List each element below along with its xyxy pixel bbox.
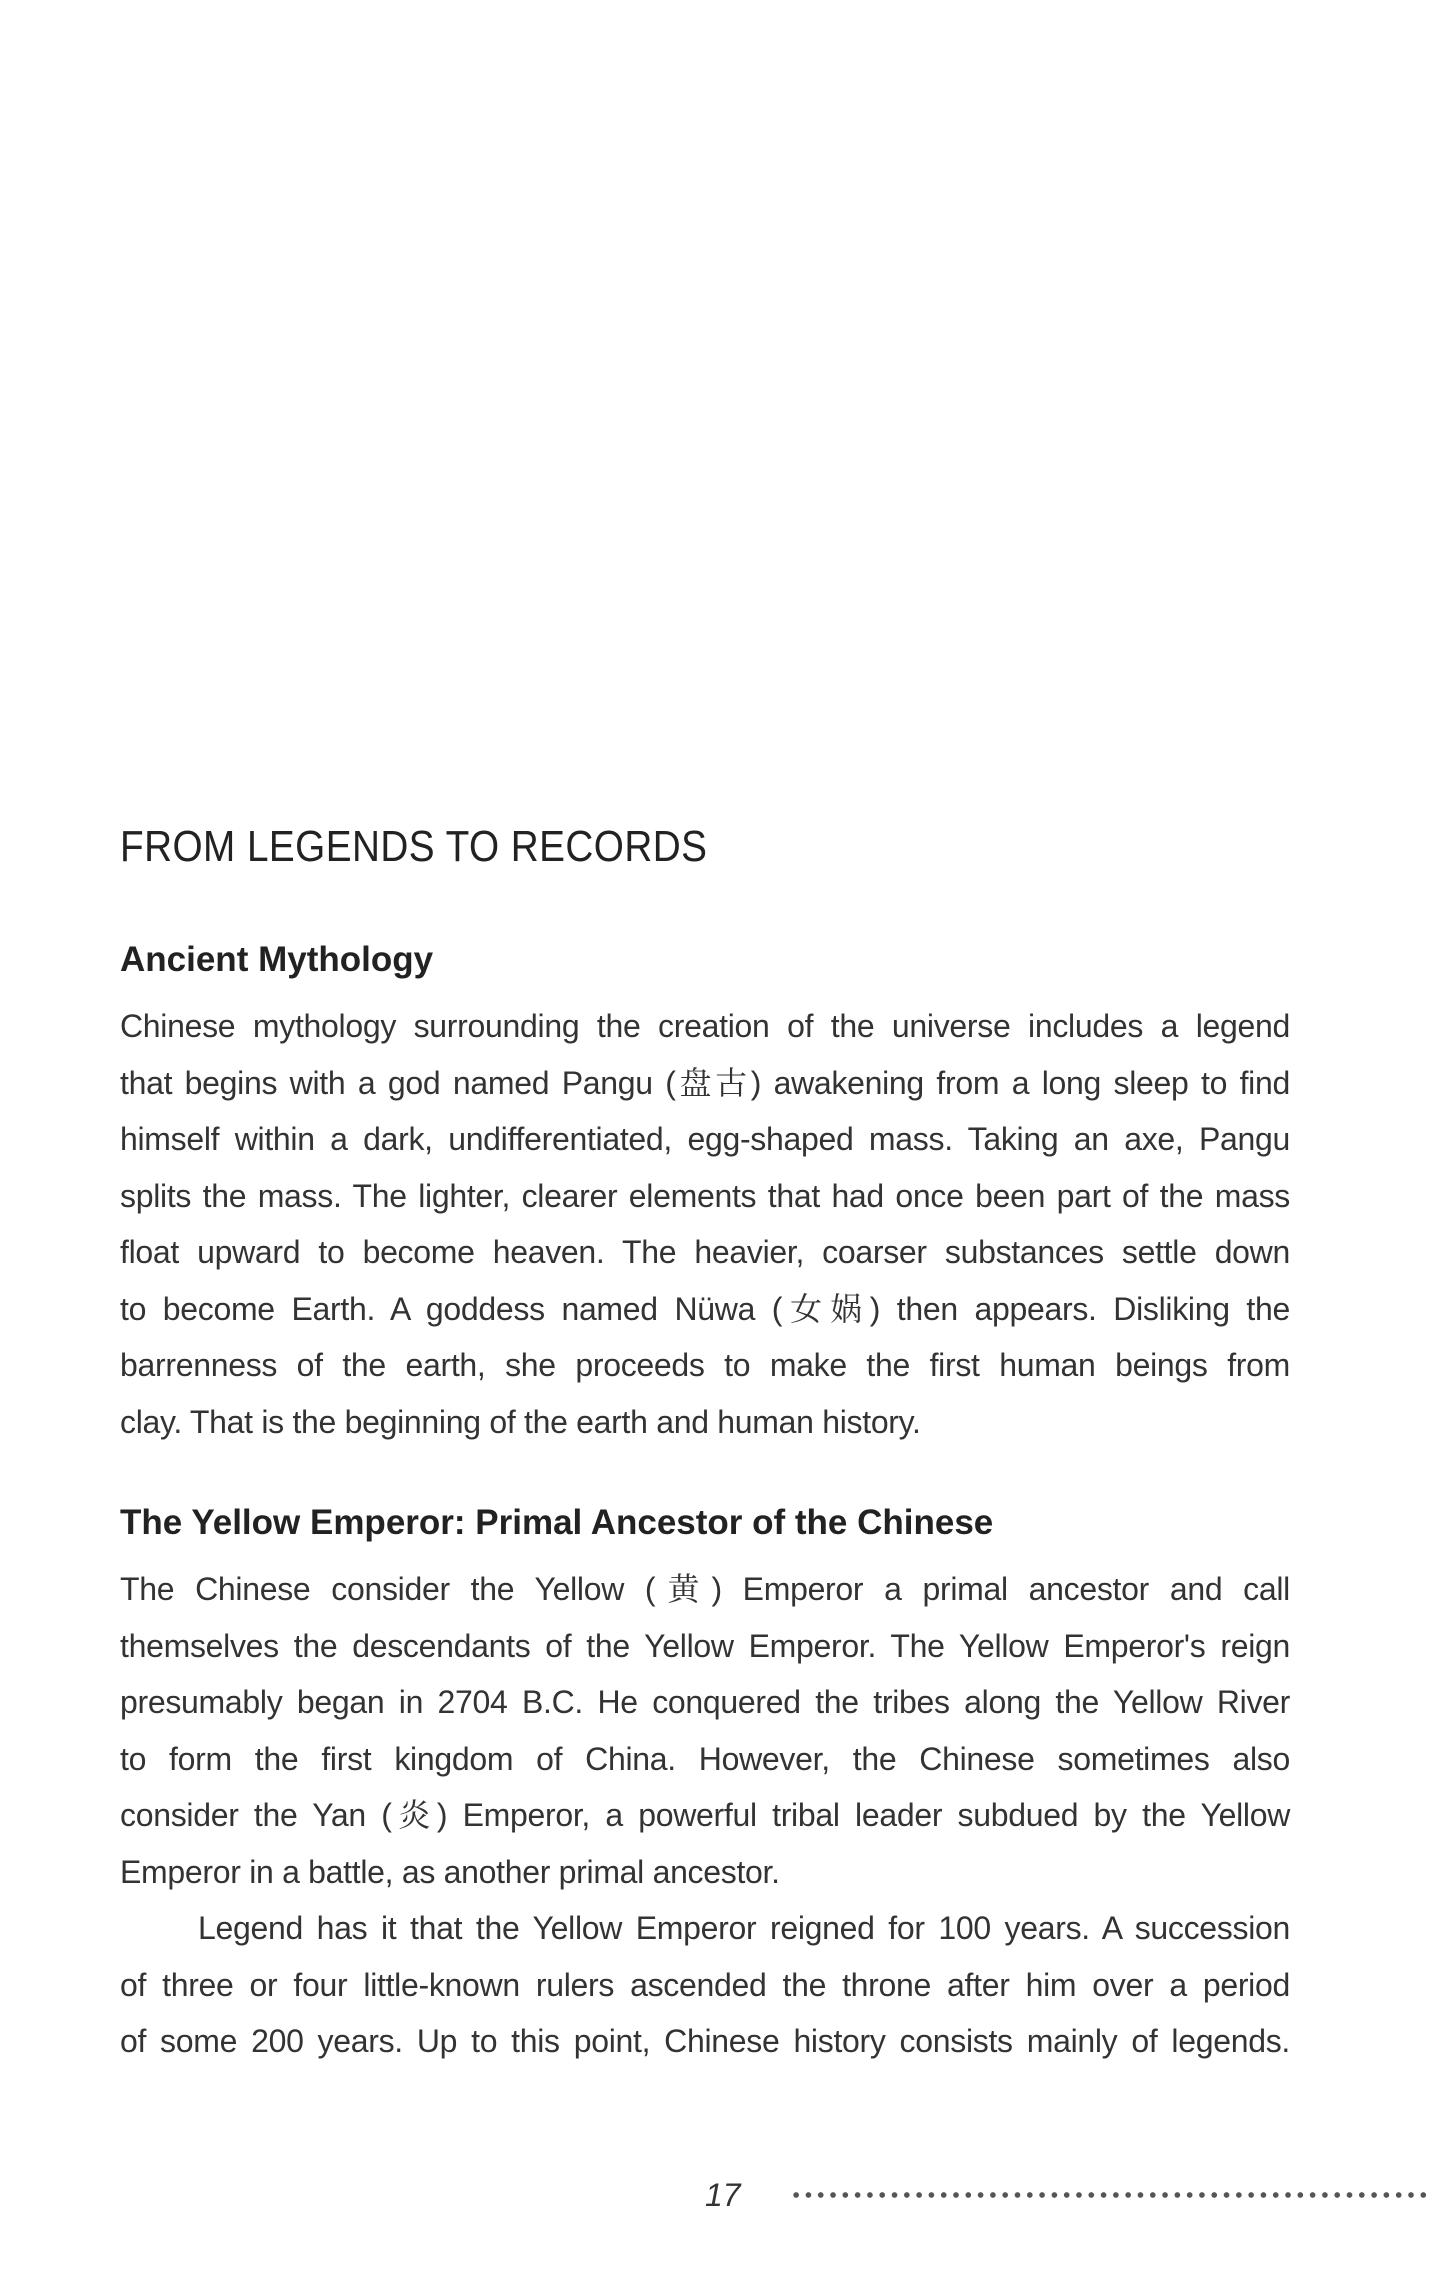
paragraph-yellow-emperor-1 <box>120 1561 1290 1900</box>
text-line: clay. That is the beginning of the earth and human history. <box>120 1403 921 1440</box>
page-number: 17 <box>705 2176 741 2213</box>
section-heading-yellow-emperor: The Yellow Emperor: Primal Ancestor of the Chinese <box>120 1503 994 1542</box>
page-title: FROM LEGENDS TO RECORDS <box>120 822 708 871</box>
text-line: splits the mass. The lighter, clearer elements that had once been part of the mass <box>120 1177 1290 1214</box>
text-line: barrenness of the earth, she proceeds to make the first human beings from <box>120 1347 1290 1383</box>
text-line: Emperor in a battle, as another primal ancestor. <box>120 1853 780 1890</box>
text-line: The Chinese consider the Yellow (黄) Emperor a primal ancestor and call <box>120 1571 1290 1607</box>
page-footer <box>705 2170 1430 2220</box>
text-line: of three or four little-known rulers ascended the throne after him over a period <box>120 1966 1290 2003</box>
text-line: themselves the descendants of the Yellow Emperor. The Yellow Emperor's reign <box>120 1627 1290 1664</box>
text-line: float upward to become heaven. The heavier, coarser substances settle down <box>120 1234 1290 1270</box>
text-line: of some 200 years. Up to this point, Chinese history consists mainly of legends. <box>120 2023 1290 2059</box>
section-heading-ancient-mythology: Ancient Mythology <box>120 940 434 979</box>
paragraph-ancient-mythology <box>120 998 1290 1450</box>
text-line: that begins with a god named Pangu (盘古) awakening from a long sleep to find <box>120 1064 1290 1101</box>
text-line: consider the Yan (炎) Emperor, a powerful tribal leader subdued by the Yellow <box>120 1797 1290 1833</box>
text-line: Chinese mythology surrounding the creation of the universe includes a legend <box>120 1008 1290 1044</box>
text-line: himself within a dark, undifferentiated, egg-shaped mass. Taking an axe, Pangu <box>120 1121 1290 1157</box>
text-line: to form the first kingdom of China. However, the Chinese sometimes also <box>120 1740 1290 1777</box>
text-line: presumably began in 2704 B.C. He conquered the tribes along the Yellow River <box>120 1684 1290 1720</box>
dotted-rule <box>790 2191 1430 2199</box>
text-line: Legend has it that the Yellow Emperor reigned for 100 years. A succession <box>198 1910 1290 1946</box>
text-line: to become Earth. A goddess named Nüwa (女娲) then appears. Disliking the <box>120 1290 1290 1327</box>
paragraph-yellow-emperor-2 <box>120 1900 1290 2070</box>
